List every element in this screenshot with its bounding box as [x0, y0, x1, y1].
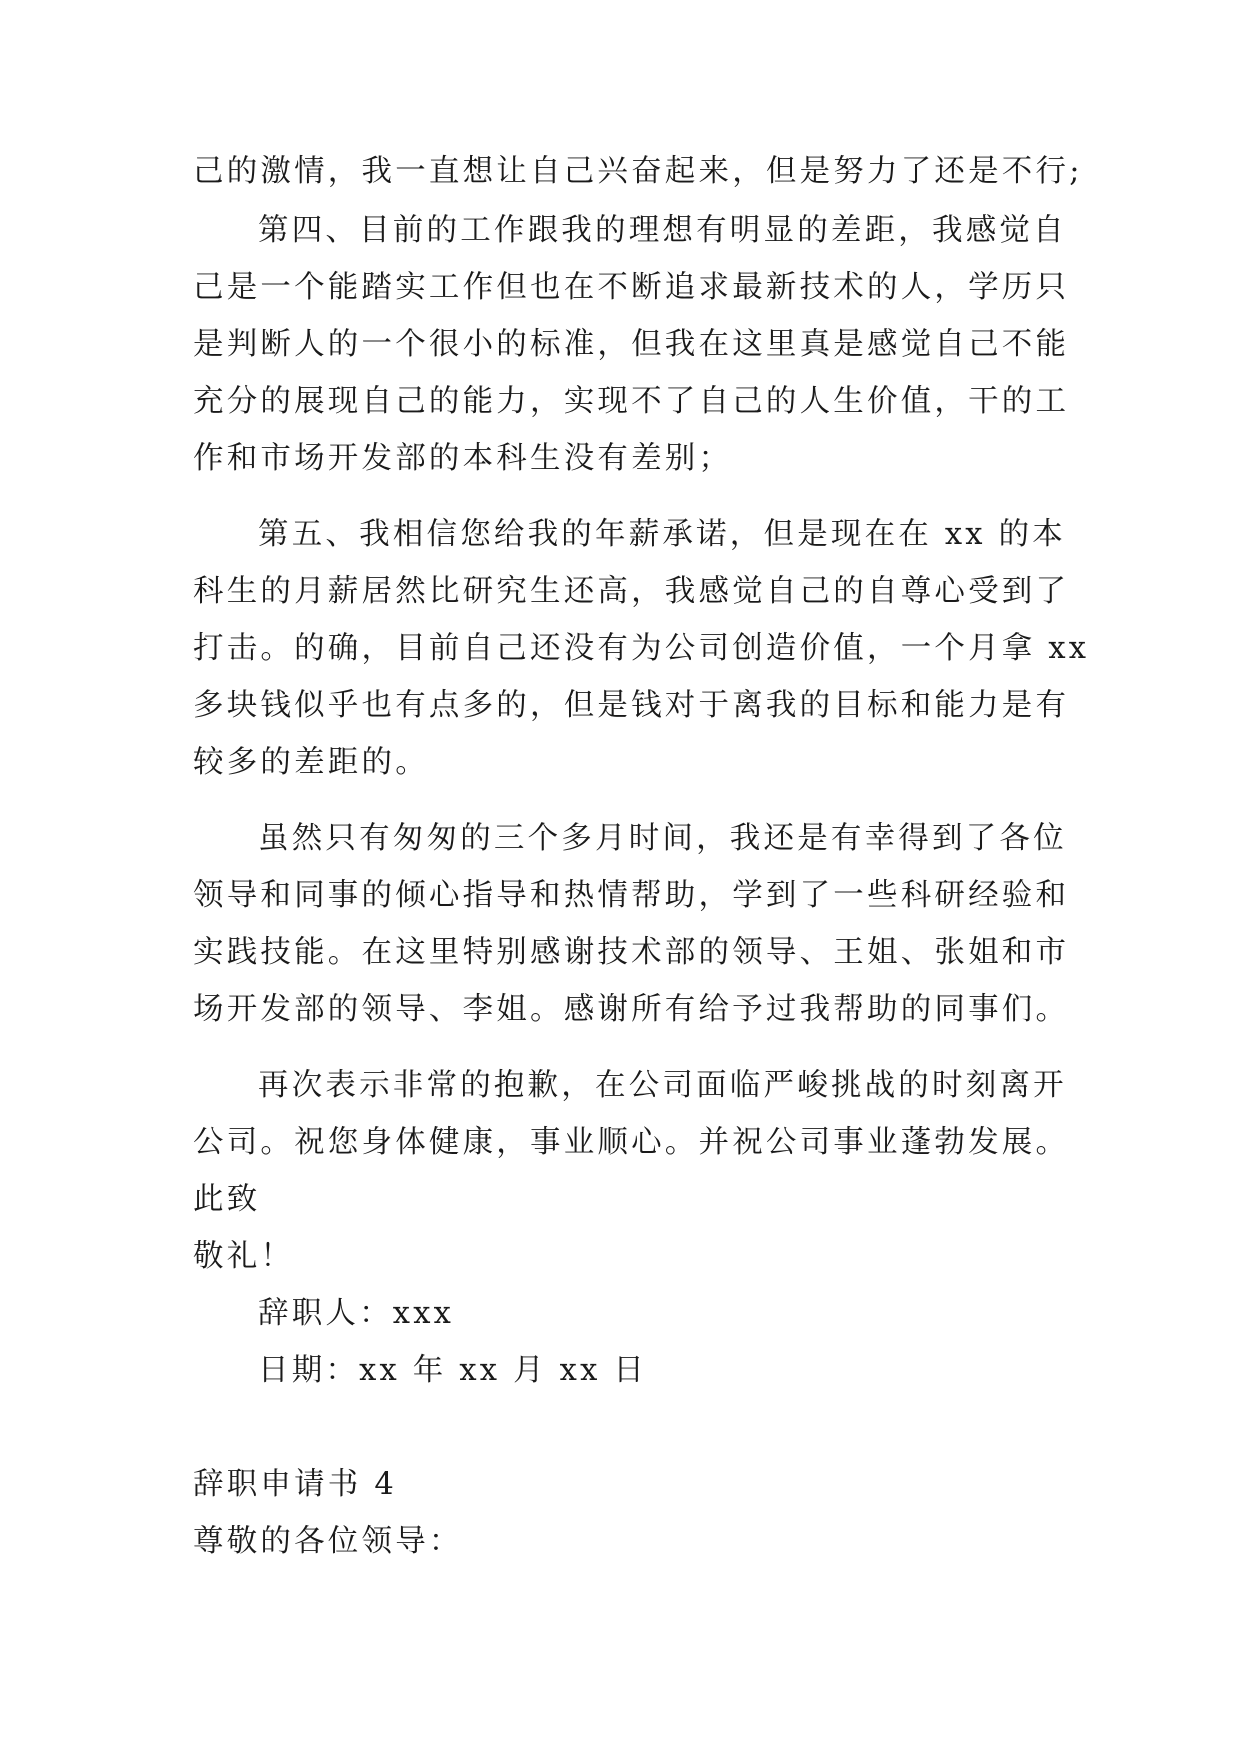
text-line: 是判断人的一个很小的标准，但我在这里真是感觉自己不能 — [193, 327, 1070, 362]
text-line: 己是一个能踏实工作但也在不断追求最新技术的人，学历只 — [193, 270, 1070, 305]
section-heading: 辞职申请书 4 — [193, 1467, 397, 1502]
signature-line: 辞职人：xxx — [258, 1296, 455, 1331]
closing-line: 敬礼！ — [193, 1239, 295, 1274]
salutation-line: 尊敬的各位领导： — [193, 1524, 463, 1559]
date-line: 日期：xx 年 xx 月 xx 日 — [258, 1353, 648, 1388]
text-line: 多块钱似乎也有点多的，但是钱对于离我的目标和能力是有 — [193, 688, 1070, 723]
text-line: 第五、我相信您给我的年薪承诺，但是现在在 xx 的本 — [258, 517, 1066, 552]
text-line: 虽然只有匆匆的三个多月时间，我还是有幸得到了各位 — [258, 821, 1067, 856]
text-line: 第四、目前的工作跟我的理想有明显的差距，我感觉自 — [258, 213, 1067, 248]
text-line: 充分的展现自己的能力，实现不了自己的人生价值，干的工 — [193, 384, 1070, 419]
text-line: 较多的差距的。 — [193, 745, 429, 780]
text-line: 作和市场开发部的本科生没有差别； — [193, 441, 733, 476]
text-line: 打击。的确，目前自己还没有为公司创造价值，一个月拿 xx — [193, 631, 1090, 666]
text-line: 己的激情，我一直想让自己兴奋起来，但是努力了还是不行; — [193, 154, 1083, 189]
text-line: 领导和同事的倾心指导和热情帮助，学到了一些科研经验和 — [193, 878, 1070, 913]
text-line: 公司。祝您身体健康，事业顺心。并祝公司事业蓬勃发展。 — [193, 1125, 1070, 1160]
text-line: 科生的月薪居然比研究生还高，我感觉自己的自尊心受到了 — [193, 574, 1070, 609]
text-line: 场开发部的领导、李姐。感谢所有给予过我帮助的同事们。 — [193, 992, 1070, 1027]
closing-line: 此致 — [193, 1182, 261, 1217]
text-line: 再次表示非常的抱歉，在公司面临严峻挑战的时刻离开 — [258, 1068, 1067, 1103]
text-line: 实践技能。在这里特别感谢技术部的领导、王姐、张姐和市 — [193, 935, 1070, 970]
